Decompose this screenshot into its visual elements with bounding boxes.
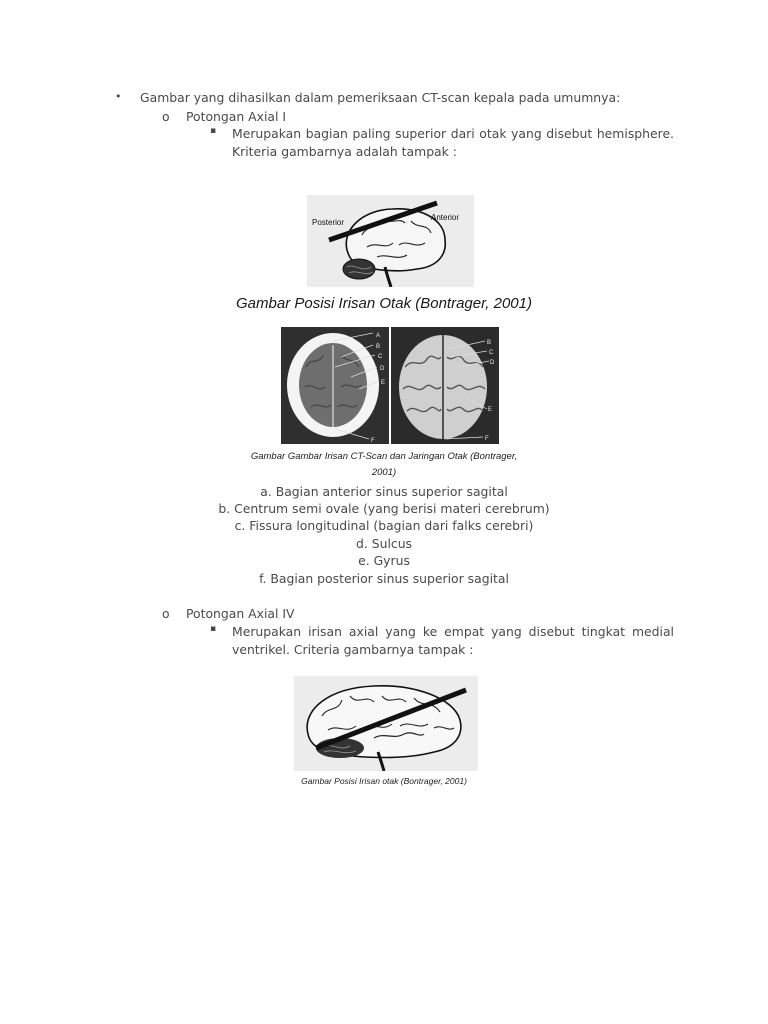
sub-sub-bullet-square: ▪: [210, 126, 217, 136]
tissue-label-e: E: [488, 407, 493, 413]
sub-bullet-circle: o: [162, 109, 170, 124]
intro-text: Gambar yang dihasilkan dalam pemeriksaan CT-scan kepala pada umumnya:: [140, 90, 621, 105]
figure3-caption: Gambar Posisi Irisan otak (Bontrager, 2001): [301, 776, 467, 786]
axial4-desc-line2: ventrikel. Criteria gambarnya tampak :: [232, 642, 474, 657]
ct-scan-image: [281, 327, 389, 444]
brain-tissue-image: [391, 327, 499, 444]
brain-side-view-drawing-2: [294, 676, 478, 771]
brain-axial4-position-image: [294, 676, 478, 771]
brain-axial-position-image: [307, 195, 474, 287]
ct-label-b: B: [376, 344, 381, 350]
axial1-desc-line1: Merupakan bagian paling superior dari otak yang disebut hemisphere.: [232, 126, 674, 141]
legend-item-b: b. Centrum semi ovale (yang berisi materi cerebrum): [218, 501, 550, 516]
axial1-desc-line2: Kriteria gambarnya adalah tampak :: [232, 144, 457, 159]
sub-bullet-circle-2: o: [162, 606, 170, 621]
tissue-label-b: B: [487, 340, 492, 346]
legend-item-d: d. Sulcus: [355, 536, 413, 551]
ct-label-d: D: [380, 366, 385, 372]
sub-sub-bullet-square-2: ▪: [210, 624, 217, 634]
legend-item-a: a. Bagian anterior sinus superior sagital: [260, 484, 508, 499]
label-posterior: Posterior: [312, 218, 345, 227]
ct-label-c: C: [378, 354, 383, 360]
ct-label-a: A: [376, 333, 381, 339]
brain-side-view-drawing: [307, 195, 474, 287]
legend-item-e: e. Gyrus: [358, 553, 410, 568]
bullet-dot: •: [115, 90, 122, 103]
legend-item-c: c. Fissura longitudinal (bagian dari falks cerebri): [234, 518, 534, 533]
axial1-title: Potongan Axial I: [186, 109, 287, 124]
legend-item-f: f. Bagian posterior sinus superior sagital: [259, 571, 509, 586]
tissue-label-d: D: [490, 360, 495, 366]
figure2-caption-line1: Gambar Gambar Irisan CT-Scan dan Jaringan Otak (Bontrager,: [250, 451, 518, 462]
figure1-caption: Gambar Posisi Irisan Otak (Bontrager, 2001): [236, 295, 532, 312]
axial4-title: Potongan Axial IV: [186, 606, 295, 621]
label-anterior: Anterior: [431, 213, 460, 222]
tissue-label-c: C: [489, 350, 494, 356]
ct-scan-drawing: [281, 327, 389, 444]
brain-tissue-drawing: [391, 327, 499, 444]
axial4-desc-line1: Merupakan irisan axial yang ke empat yang disebut tingkat medial: [232, 624, 674, 639]
ct-label-f: F: [371, 438, 375, 444]
tissue-label-f: F: [485, 436, 489, 442]
ct-label-e: E: [381, 380, 386, 386]
figure2-caption-line2: 2001): [371, 467, 397, 478]
